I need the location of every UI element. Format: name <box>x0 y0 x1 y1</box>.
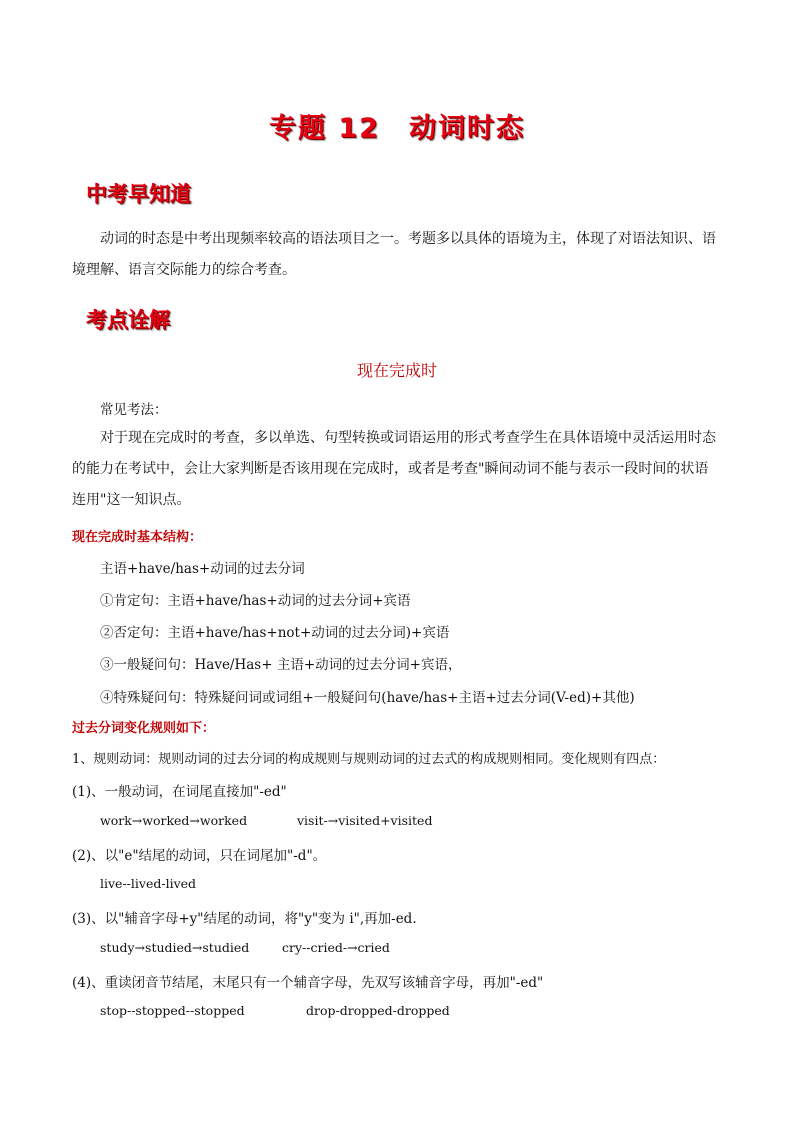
rule-3-text: (3)、以"辅音字母+y"结尾的动词，将"y"变为 i",再加-ed. <box>72 911 417 927</box>
common-methods-label: 常见考法： <box>100 402 168 418</box>
rule-3-example-b: cry--cried-→cried <box>282 940 390 955</box>
structure-line-special-question: ④特殊疑问句：特殊疑问词或词组+一般疑问句(have/has+主语+过去分词(V-ed)+其他) <box>100 690 635 706</box>
overview-paragraph: 动词的时态是中考出现频率较高的语法项目之一。考题多以具体的语境为主，体现了对语法知识、语境理解、语言交际能力的综合考查。 <box>72 231 716 278</box>
section-heading-overview: 中考早知道 <box>86 182 191 206</box>
regular-verbs-rule: 1、规则动词：规则动词的过去分词的构成规则与规则动词的过去式的构成规则相同。变化规则有四点： <box>72 752 666 767</box>
page-title: 专题 12 动词时态 <box>269 113 525 144</box>
structure-line-general-question: ③一般疑问句：Have/Has+ 主语+动词的过去分词+宾语， <box>100 657 462 673</box>
rule-4-example-a: stop--stopped--stopped <box>100 1003 245 1018</box>
topic-subtitle: 现在完成时 <box>356 361 437 380</box>
rule-3-example-a: study→studied→studied <box>100 940 250 955</box>
structure-heading: 现在完成时基本结构： <box>72 530 203 545</box>
rule-1-example-a: work→worked→worked <box>100 813 248 828</box>
rule-2-example-a: live--lived-lived <box>100 876 197 891</box>
participle-rules-heading: 过去分词变化规则如下： <box>72 721 216 736</box>
common-methods-paragraph: 对于现在完成时的考查，多以单选、句型转换或词语运用的形式考查学生在具体语境中灵活运用时态的能力在考试中，会让大家判断是否该用现在完成时，或者是考查"瞬间动词不能与表示一段时间的状语连用"这一知识点。 <box>72 430 716 508</box>
rule-4-example-b: drop-dropped-dropped <box>306 1003 450 1018</box>
rule-2-text: (2)、以"e"结尾的动词，只在词尾加"-d"。 <box>72 848 327 864</box>
section-heading-key-points: 考点诠解 <box>86 308 170 332</box>
structure-line-negative: ②否定句：主语+have/has+not+动词的过去分词)+宾语 <box>100 625 450 641</box>
rule-1-example-b: visit-→visited+visited <box>297 813 433 828</box>
structure-line-affirmative: ①肯定句：主语+have/has+动词的过去分词+宾语 <box>100 593 411 609</box>
structure-line: 主语+have/has+动词的过去分词 <box>100 561 305 577</box>
rule-1-text: (1)、一般动词，在词尾直接加"-ed" <box>72 784 287 800</box>
rule-4-text: (4)、重读闭音节结尾，末尾只有一个辅音字母，先双写该辅音字母，再加"-ed" <box>72 975 544 991</box>
